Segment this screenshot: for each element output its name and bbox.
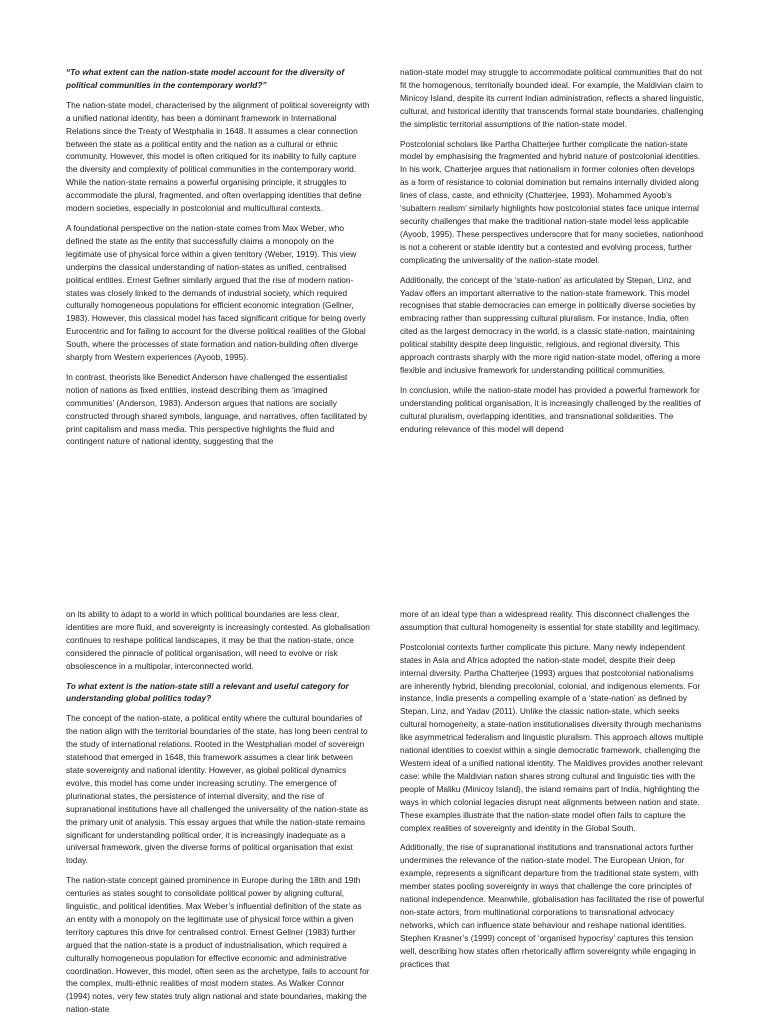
text-column-top-right	[400, 66, 704, 442]
paragraph: more of an ideal type than a widespread reality. This disconnect challenges the assumption that cultural homogeneity is essential for state stability and legitimacy.	[400, 609, 701, 632]
text-column-bottom-left	[66, 608, 370, 1023]
paragraph: A foundational perspective on the nation-state comes from Max Weber, who defined the state as the entity that successfully claims a monopoly on the legitimate use of physical force within a given territory (Weber, 1919). This view underpins the classical understanding of nation-states as unified, centralised political entities. Ernest Gellner similarly argued that the rise of modern nation-states was closely linked to the demands of industrial society, which required culturally homogeneous populations for efficient economic integration (Gellner, 1983). However, this classical model has faced significant critique for being overly Eurocentric and for failing to account for the diverse political realities of the Global South, where the processes of state formation and nation-building often diverge sharply from Western experiences (Ayoob, 1995).	[66, 222, 366, 363]
paragraph: The nation-state concept gained prominence in Europe during the 18th and 19th centuries as states sought to consolidate political power by aligning cultural, linguistic, and political identities. Max Weber’s influential definition of the state as an entity with a monopoly on the legitimate use of physical force within a given territory captures this drive for centralised control. Ernest Gellner (1983) further argued that the nation-state is a product of industrialisation, which required a culturally homogeneous population for effective economic and administrative coordination. However, this model, often seen as the archetype, fails to account for the complex, multi-ethnic realities of most modern states. As Walker Connor (1994) notes, very few states truly align national and state boundaries, making the nation-state	[66, 875, 370, 1015]
paragraph: The concept of the nation-state, a political entity where the cultural boundaries of the nation align with the territorial boundaries of the state, has long been central to the study of international relations. Rooted in the Westphalian model of sovereign statehood that emerged in 1648, this framework assumes a clear link between state sovereignty and national identity. However, as global political dynamics evolve, this model has come under increasing scrutiny. The emergence of plurinational states, the persistence of internal diversity, and the rise of supranational institutions have all challenged the universality of the nation-state as the primary unit of analysis. This essay argues that while the nation-state remains significant for understanding political order, it is increasingly inadequate as a universal framework, given the diverse forms of political organisation that exist today.	[66, 713, 369, 866]
paragraph: nation-state model may struggle to accommodate political communities that do not fit the homogenous, territorially bounded ideal. For example, the Maldivian claim to Minicoy Island, despite its current Indian administration, reflects a shared linguistic, cultural, and historical identity that transcends formal state boundaries, challenging the simplistic territorial assumptions of the nation-state model.	[400, 67, 704, 129]
paragraph: In conclusion, while the nation-state model has provided a powerful framework for understanding political organisation, it is increasingly challenged by the realities of cultural pluralism, overlapping identities, and transnational solidarities. The enduring relevance of this model will depend	[400, 384, 701, 434]
text-column-top-left	[66, 66, 370, 455]
paragraph: In contrast, theorists like Benedict Anderson have challenged the essentialist notion of nations as fixed entities, instead describing them as ‘imagined communities’ (Anderson, 1983). Anderson argues that nations are socially constructed through shared symbols, language, and narratives, often facilitated by print capitalism and mass media. This perspective highlights the fluid and contingent nature of national identity, suggesting that the	[66, 371, 368, 447]
paragraph: on its ability to adapt to a world in which political boundaries are less clear, identities are more fluid, and sovereignty is increasingly contested. As globalisation continues to reshape political landscapes, it may be that the nation-state, once considered the pinnacle of political organisation, will need to evolve or risk obsolescence in a multipolar, interconnected world.	[66, 609, 370, 671]
essay-question-2: To what extent is the nation-state still a relevant and useful category for understanding global politics today?	[66, 680, 349, 704]
paragraph: The nation-state model, characterised by the alignment of political sovereignty with a unified national identity, has been a dominant framework in International Relations since the Treaty of Westphalia in 1648. It assumes a clear connection between the state as a political entity and the nation as a cultural or ethnic community. However, this model is often critiqued for its inability to fully capture the diversity and complexity of political communities in the contemporary world. While the nation-state remains a powerful organising principle, it struggles to accommodate the plural, fragmented, and often overlapping identities that define modern societies, especially in postcolonial and multicultural contexts.	[66, 99, 370, 214]
paragraph: Postcolonial scholars like Partha Chatterjee further complicate the nation-state model by emphasising the fragmented and hybrid nature of postcolonial identities. In his work, Chatterjee argues that nationalism in former colonies often develops as a form of resistance to colonial domination but remains internally divided along lines of class, caste, and ethnicity (Chatterjee, 1993). Mohammed Ayoob’s ‘subaltern realism’ similarly highlights how postcolonial states face unique internal security challenges that make the traditional nation-state model less applicable (Ayoob, 1995). These perspectives underscore that for many societies, nationhood is not a coherent or stable identity but a contested and evolving process, further complicating the universality of the nation-state model.	[400, 138, 704, 265]
essay-question-1: “To what extent can the nation-state model account for the diversity of political communities in the contemporary world?”	[66, 67, 345, 90]
paragraph: Postcolonial contexts further complicate this picture. Many newly independent states in Asia and Africa adopted the nation-state model, despite their deep internal diversity. Partha Chatterjee (1993) argues that postcolonial nationalisms are inherently hybrid, blending precolonial, colonial, and indigenous elements. For instance, India presents a compelling example of a ‘state-nation’ as defined by Stepan, Linz, and Yadav (2011). Unlike the classic nation-state, which seeks cultural homogeneity, a state-nation institutionalises diversity through mechanisms like asymmetrical federalism and linguistic pluralism. This approach allows multiple national identities to coexist within a single democratic framework, challenging the Western ideal of a unified national identity. The Maldives provides another relevant case: while the Maldivian nation shares strong cultural and linguistic ties with the people of Maliku (Minicoy Island), the island remains part of India, highlighting the ways in which colonial legacies disrupt neat alignments between nation and state. These examples illustrate that the nation-state model often fails to capture the complex realities of sovereignty and identity in the Global South.	[400, 641, 704, 833]
text-column-bottom-right	[400, 608, 704, 977]
paragraph: Additionally, the rise of supranational institutions and transnational actors further undermines the relevance of the nation-state model. The European Union, for example, represents a significant departure from the traditional state system, with member states pooling sovereignty in ways that challenge the core principles of national independence. Meanwhile, globalisation has facilitated the rise of powerful non-state actors, from multinational corporations to transnational advocacy networks, which can influence state behaviour and reshape national identities. Stephen Krasner’s (1999) concept of ‘organised hypocrisy’ captures this tension well, describing how states often rhetorically affirm sovereignty while engaging in practices that	[400, 842, 704, 969]
paragraph: Additionally, the concept of the ‘state-nation’ as articulated by Stepan, Linz, and Yadav offers an important alternative to the nation-state framework. This model recognises that stable democracies can emerge in politically diverse societies by embracing rather than suppressing cultural pluralism. For instance, India, often cited as the largest democracy in the world, is a classic state-nation, maintaining political stability despite deep linguistic, religious, and regional diversity. This approach contrasts sharply with the more rigid nation-state model, offering a more flexible and inclusive framework for understanding political communities.	[400, 274, 701, 375]
